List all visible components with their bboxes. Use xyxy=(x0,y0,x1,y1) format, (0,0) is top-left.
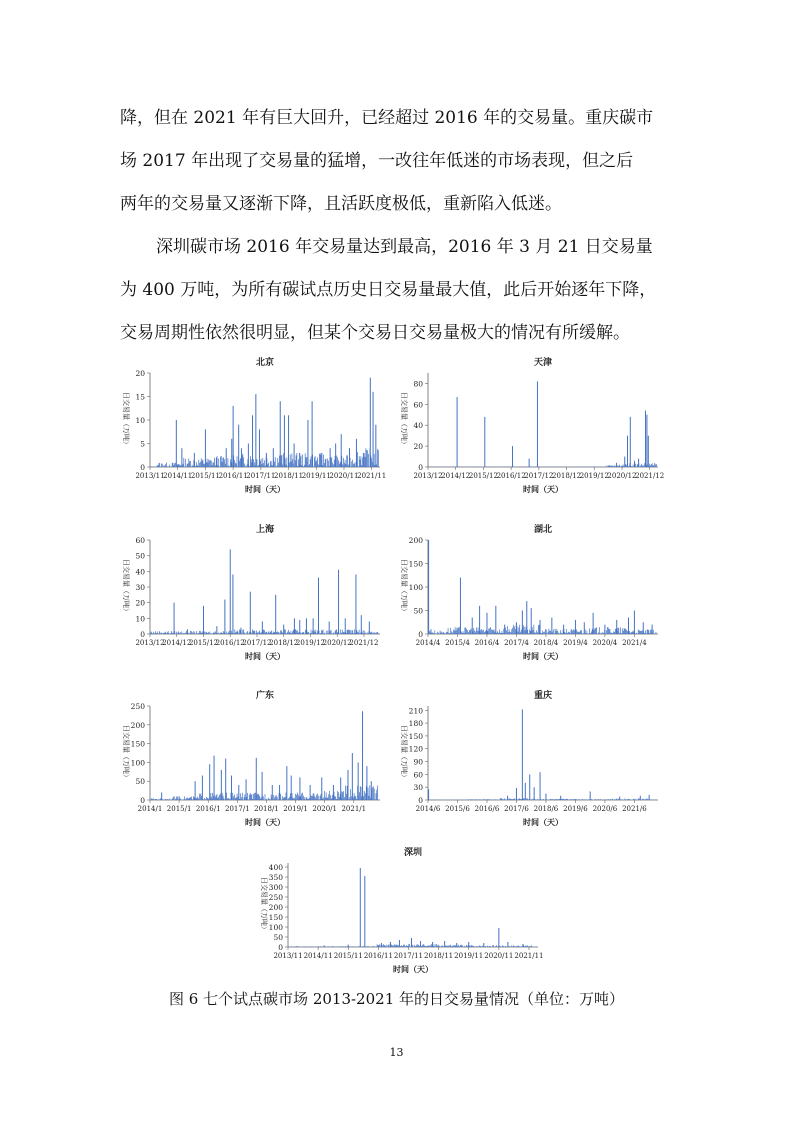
data-series xyxy=(151,378,379,467)
x-tick-label: 2016/6 xyxy=(474,805,500,813)
y-tick-label: 150 xyxy=(408,731,423,741)
y-tick-label: 50 xyxy=(135,551,145,561)
y-tick-label: 10 xyxy=(135,416,145,425)
y-tick-label: 0 xyxy=(140,463,145,472)
y-axis-label: 日交易量（万吨） xyxy=(400,725,408,781)
y-tick-label: 400 xyxy=(268,863,283,872)
x-tick-label: 2018/11 xyxy=(424,952,454,960)
y-axis-label: 日交易量（万吨） xyxy=(400,392,408,448)
x-axis-label: 时间（天） xyxy=(245,652,285,661)
x-tick-label: 2021/4 xyxy=(622,639,647,647)
y-tick-label: 50 xyxy=(135,777,145,787)
x-tick-label: 2021/11 xyxy=(514,952,544,960)
figure-caption: 图 6 七个试点碳市场 2013-2021 年的日交易量情况（单位：万吨） xyxy=(168,990,625,1008)
x-tick-label: 2017/12 xyxy=(242,639,272,647)
x-tick-label: 2015/4 xyxy=(445,639,470,647)
x-tick-label: 2017/11 xyxy=(393,952,424,960)
x-tick-label: 2020/12 xyxy=(607,472,637,480)
x-tick-label: 2014/4 xyxy=(415,639,441,647)
y-tick-label: 50 xyxy=(273,933,283,942)
x-tick-label: 2020/11 xyxy=(484,952,514,960)
x-tick-label: 2019/11 xyxy=(301,472,331,480)
x-tick-label: 2017/1 xyxy=(225,805,250,813)
x-tick-label: 2017/12 xyxy=(524,472,554,480)
chart-title: 广东 xyxy=(255,691,275,701)
chart-chongqing xyxy=(390,688,670,842)
y-tick-label: 100 xyxy=(408,583,423,592)
y-tick-label: 200 xyxy=(268,903,283,912)
x-tick-label: 2015/6 xyxy=(445,805,470,813)
text-line: 场 2017 年出现了交易量的猛增，一改往年低迷的市场表现，但之后 xyxy=(120,151,634,171)
x-tick-label: 2016/1 xyxy=(195,805,221,813)
x-tick-label: 2018/1 xyxy=(254,805,279,813)
y-tick-label: 0 xyxy=(140,630,145,639)
x-tick-label: 2013/12 xyxy=(413,472,443,480)
x-tick-label: 2016/4 xyxy=(474,639,500,647)
x-tick-label: 2017/6 xyxy=(504,805,529,813)
y-tick-label: 20 xyxy=(135,598,145,608)
y-tick-label: 300 xyxy=(268,883,283,892)
y-tick-label: 30 xyxy=(135,583,145,592)
x-axis-label: 时间（天） xyxy=(245,818,285,827)
x-tick-label: 2014/11 xyxy=(163,472,193,480)
text-line: 为 400 万吨，为所有碳试点历史日交易量最大值，此后开始逐年下降， xyxy=(120,280,657,300)
chart-title: 深圳 xyxy=(403,848,423,858)
x-axis-label: 时间（天） xyxy=(245,485,285,494)
x-tick-label: 2018/6 xyxy=(533,805,559,813)
x-tick-label: 2019/12 xyxy=(579,472,609,480)
y-axis-label: 日交易量（万吨） xyxy=(260,877,268,933)
x-tick-label: 2020/11 xyxy=(329,472,359,480)
x-axis-label: 时间（天） xyxy=(523,485,563,494)
x-tick-label: 2019/1 xyxy=(283,805,308,813)
y-tick-label: 40 xyxy=(413,421,423,431)
y-tick-label: 150 xyxy=(408,559,423,569)
x-tick-label: 2018/11 xyxy=(274,472,304,480)
x-tick-label: 2019/4 xyxy=(563,639,588,647)
x-axis-label: 时间（天） xyxy=(523,818,563,827)
y-tick-label: 0 xyxy=(278,943,283,952)
x-tick-label: 2021/11 xyxy=(357,472,387,480)
chart-shenzhen xyxy=(250,845,550,989)
text-line: 两年的交易量又逐渐下降，且活跃度极低，重新陷入低迷。 xyxy=(120,194,562,214)
data-series xyxy=(429,540,656,634)
chart-guangdong xyxy=(112,688,392,842)
y-tick-label: 5 xyxy=(140,439,145,449)
y-tick-label: 150 xyxy=(268,913,283,922)
x-tick-label: 2014/11 xyxy=(303,952,333,960)
chart-shanghai xyxy=(112,522,392,676)
y-tick-label: 60 xyxy=(135,536,145,545)
y-tick-label: 0 xyxy=(418,796,423,805)
y-tick-label: 200 xyxy=(408,536,423,545)
data-series xyxy=(151,549,379,634)
x-tick-label: 2021/1 xyxy=(341,805,367,813)
x-tick-label: 2015/12 xyxy=(188,639,219,647)
x-tick-label: 2016/12 xyxy=(496,472,526,480)
x-tick-label: 2018/12 xyxy=(552,472,582,480)
y-axis-label: 日交易量（万吨） xyxy=(122,725,130,781)
data-series xyxy=(429,709,656,800)
x-tick-label: 2015/1 xyxy=(166,805,192,813)
x-tick-label: 2019/11 xyxy=(454,952,484,960)
x-tick-label: 2014/12 xyxy=(162,639,192,647)
x-tick-label: 2015/12 xyxy=(468,472,498,480)
y-tick-label: 10 xyxy=(135,614,145,624)
x-tick-label: 2020/1 xyxy=(312,805,338,813)
x-tick-label: 2021/6 xyxy=(622,805,647,813)
y-tick-label: 20 xyxy=(413,442,423,452)
x-tick-label: 2018/12 xyxy=(269,639,299,647)
y-tick-label: 30 xyxy=(413,783,423,793)
chart-hubei xyxy=(390,522,670,676)
chart-title: 北京 xyxy=(255,358,275,368)
y-tick-label: 0 xyxy=(418,463,423,472)
chart-beijing xyxy=(112,355,392,509)
chart-title: 上海 xyxy=(255,525,275,535)
x-tick-label: 2020/12 xyxy=(322,639,352,647)
x-tick-label: 2020/6 xyxy=(592,805,618,813)
x-tick-label: 2013/11 xyxy=(273,952,303,960)
y-tick-label: 100 xyxy=(130,758,145,768)
data-series xyxy=(429,381,657,467)
text-line: 交易周期性依然很明显，但某个交易日交易量极大的情况有所缓解。 xyxy=(120,323,630,343)
x-tick-label: 2016/12 xyxy=(215,639,245,647)
text-line: 降，但在 2021 年有巨大回升，已经超过 2016 年的交易量。重庆碳市 xyxy=(120,108,654,128)
x-tick-label: 2014/6 xyxy=(415,805,441,813)
x-tick-label: 2013/11 xyxy=(135,472,165,480)
y-tick-label: 80 xyxy=(413,379,423,389)
y-tick-label: 250 xyxy=(268,893,283,902)
y-tick-label: 90 xyxy=(413,757,423,767)
y-axis-label: 日交易量（万吨） xyxy=(400,559,408,615)
y-tick-label: 350 xyxy=(268,873,283,882)
y-axis-label: 日交易量（万吨） xyxy=(122,392,130,448)
x-tick-label: 2017/4 xyxy=(504,639,529,647)
data-series xyxy=(151,711,378,800)
y-tick-label: 0 xyxy=(140,796,145,805)
x-tick-label: 2021/12 xyxy=(349,639,379,647)
y-tick-label: 210 xyxy=(408,706,423,716)
x-tick-label: 2021/12 xyxy=(635,472,665,480)
y-tick-label: 150 xyxy=(130,739,145,749)
y-tick-label: 0 xyxy=(418,630,423,639)
data-series xyxy=(289,868,537,947)
y-tick-label: 200 xyxy=(130,720,145,730)
chart-tianjin xyxy=(390,355,670,509)
x-tick-label: 2016/11 xyxy=(363,952,393,960)
y-tick-label: 50 xyxy=(413,606,423,616)
y-tick-label: 250 xyxy=(130,702,145,711)
x-tick-label: 2019/12 xyxy=(295,639,326,647)
x-tick-label: 2017/11 xyxy=(246,472,276,480)
y-tick-label: 120 xyxy=(408,744,423,754)
x-tick-label: 2014/1 xyxy=(137,805,163,813)
y-tick-label: 60 xyxy=(413,400,423,410)
page-number: 13 xyxy=(389,1046,404,1059)
text-line: 深圳碳市场 2016 年交易量达到最高，2016 年 3 月 21 日交易量 xyxy=(156,237,653,257)
x-tick-label: 2016/11 xyxy=(218,472,248,480)
chart-title: 重庆 xyxy=(533,691,553,701)
x-axis-label: 时间（天） xyxy=(393,965,433,974)
y-tick-label: 60 xyxy=(413,770,423,780)
x-tick-label: 2013/12 xyxy=(135,639,165,647)
x-tick-label: 2018/4 xyxy=(533,639,559,647)
y-tick-label: 100 xyxy=(268,923,283,932)
body-paragraph-1 xyxy=(120,97,675,226)
x-axis-label: 时间（天） xyxy=(523,652,563,661)
y-tick-label: 180 xyxy=(408,719,423,729)
y-axis-label: 日交易量（万吨） xyxy=(122,559,130,615)
chart-title: 湖北 xyxy=(533,525,553,535)
chart-title: 天津 xyxy=(533,358,553,368)
y-tick-label: 40 xyxy=(135,567,145,577)
x-tick-label: 2015/11 xyxy=(190,472,220,480)
body-paragraph-2 xyxy=(120,226,675,355)
x-tick-label: 2020/4 xyxy=(592,639,618,647)
y-tick-label: 15 xyxy=(135,392,145,402)
y-tick-label: 20 xyxy=(135,369,145,378)
x-tick-label: 2019/6 xyxy=(563,805,588,813)
x-tick-label: 2014/12 xyxy=(441,472,471,480)
x-tick-label: 2015/11 xyxy=(333,952,363,960)
